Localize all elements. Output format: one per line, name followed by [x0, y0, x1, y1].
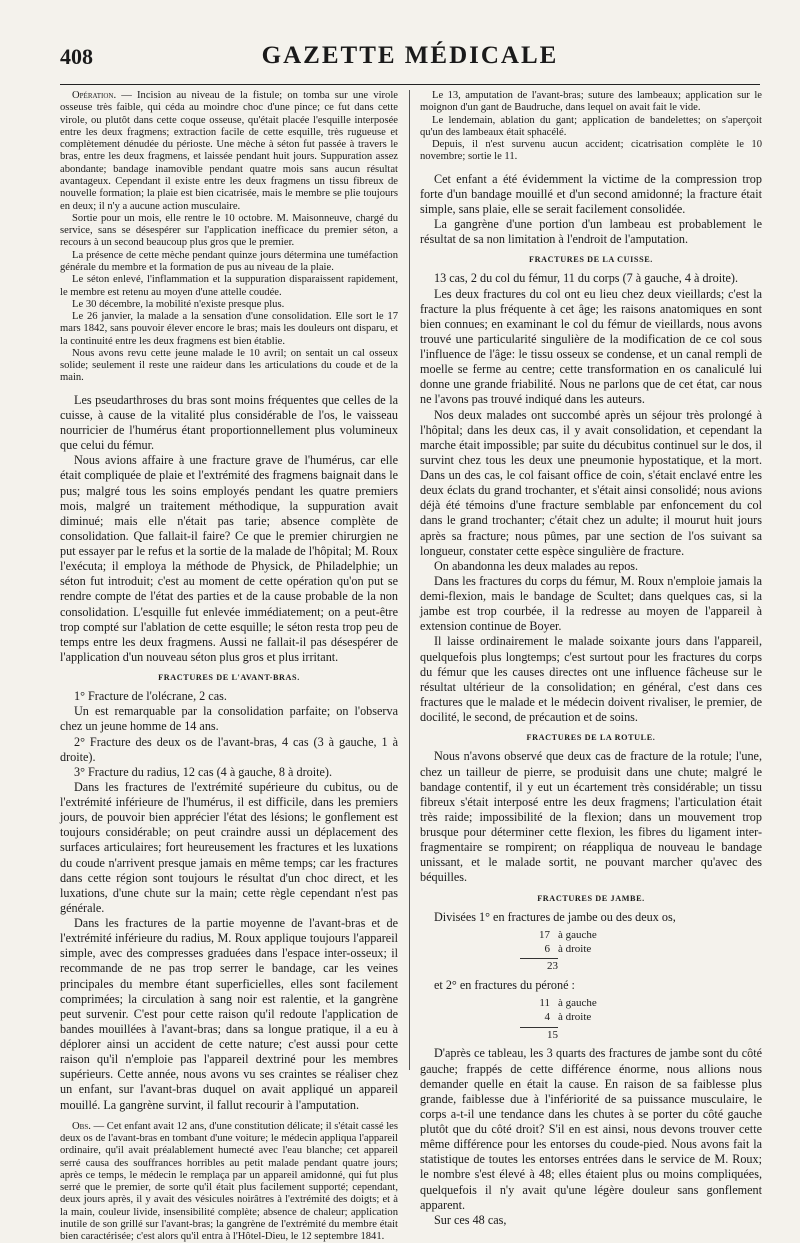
paragraph: 3° Fracture du radius, 12 cas (4 à gauche, 8 à droite). [74, 764, 333, 779]
paragraph: Sortie pour un mois, elle rentre le 10 octobre. M. Maisonneuve, chargé du service, sans se désespérer sur l'application inefficace du premier séton, a recours à un second beaucoup plus gros que le premier. [60, 212, 398, 249]
observation-paragraph [60, 1121, 398, 1243]
paragraph: Sur ces 48 cas, [434, 1212, 507, 1227]
tally-value: 17 [539, 928, 550, 941]
paragraph: Le 13, amputation de l'avant-bras; suture des lambeaux; application sur le moignon d'un gant de Baudruche, dans lequel on avait fait le vide. [420, 90, 762, 114]
tally-table-perone [520, 997, 640, 1042]
right-column [420, 90, 762, 1227]
header-rule [60, 84, 760, 85]
spacer [60, 385, 398, 393]
page-number: 408 [60, 44, 93, 69]
paragraph: 13 cas, 2 du col du fémur, 11 du corps (7 à gauche, 4 à droite). [434, 271, 738, 286]
paragraph: Nos deux malades ont succombé après un séjour très prolongé à l'hôpital; dans les deux cas, il y avait consolidation, et cependant la marche était impossible; par suite du décubitus continuel sur le dos, il survint chez tous les deux une pneumonie hypostatique, et la mort. Dans un des cas, le col faisant office de coin, s'était enclavé entre les deux éclats du grand trochanter, et s'était ainsi consolidé; nous avions déjà été témoins d'une fracture semblable par enfoncement du col dans le grand trochanter; c'était chez un adulte; il mourut huit jours après sa fracture; nous pûmes, par une section de l'os suivant sa longueur, constater cette espèce singulière de fracture. [420, 407, 762, 558]
paragraph: et 2° en fractures du péroné : [434, 978, 575, 993]
paragraph: La présence de cette mèche pendant quinze jours détermina une tuméfaction générale du membre et la formation de pus au niveau de la plaie. [60, 249, 398, 273]
observation-text: — Cet enfant avait 12 ans, d'une constitution délicate; il s'était cassé les deux os de l'avant-bras en tombant d'une voiture; le médecin appliqua l'appareil ordinaire, qu'il avait préalablement humecté avec l'eau blanche; cet appareil serré causa des souffrances horribles au petit malade pendant quatre jours; après ce temps, le médecin le remplaça par un appareil amidonné, qui fut plus serré que le premier, de sorte qu'il était plus facilement supporté; cependant, deux jours après, il y avait des vésicules noirâtres à l'extrémité des doigts; et à la main, couleur livide, insensibilité complète; absence de chaleur; application inutile de son grillé sur l'avant-bras; la gangrène de l'extrémité du membre était bien caractérisée; c'est alors qu'il entra à l'Hôtel-Dieu, le 12 septembre 1841. [60, 1120, 398, 1243]
tally-label: à gauche [558, 928, 597, 941]
section-heading-avant-bras: FRACTURES DE L'AVANT-BRAS. [158, 673, 300, 682]
operation-paragraph [60, 90, 398, 213]
tally-label: à droite [558, 1010, 592, 1023]
paragraph: Nous avons revu cette jeune malade le 10 avril; on sentait un cal osseux solide; seulement il reste une raideur dans les articulations du coude et de la main. [60, 347, 398, 384]
section-heading-jambe: FRACTURES DE JAMBE. [537, 893, 645, 903]
column-divider [409, 90, 410, 1070]
main-text [420, 172, 762, 1228]
spacer [60, 1113, 398, 1121]
paragraph: On abandonna les deux malades au repos. [434, 558, 639, 573]
tally-table-jambe [520, 929, 640, 974]
spacer [420, 164, 762, 172]
paragraph: Un est remarquable par la consolidation parfaite; on l'observa chez un jeune homme de 14 ans. [60, 704, 398, 734]
tally-label: à droite [558, 942, 592, 955]
paragraph: Le séton enlevé, l'inflammation et la suppuration disparaissent rapidement, le membre est retenu au moyen d'une attelle coudée. [60, 274, 398, 298]
tally-value: 4 [544, 1010, 550, 1023]
paragraph: Dans les fractures de l'extrémité supérieure du cubitus, ou de l'extrémité inférieure de l'humérus, il est difficile, dans les premiers jours, de pouvoir bien apprécier l'état des lésions; le gonflement est toujours considérable; on peut craindre aussi un déplacement des surfaces articulaires; fort heureusement les fractures et les luxations du coude n'arrivent presque jamais en même temps; car les fractures dans cette région sont toujours le résultat d'un choc direct, et les luxations, d'une chute sur la main; cette règle cependant n'est pas générale. [60, 779, 398, 915]
paragraph: Le 30 décembre, la mobilité n'existe presque plus. [72, 298, 285, 310]
section-heading-rotule: FRACTURES DE LA ROTULE. [526, 733, 656, 743]
operation-text: — Incision au niveau de la fistule; on tomba sur une virole osseuse très faible, qui céda au moindre choc d'une pince; ce fut dans cette virole, ou plutôt dans cette coque osseuse, qu'était placée l'esquille interposée entre les deux fragmens; extraction facile de cette esquille, très rugueuse et complètement dénudée du périoste. Une mèche à séton fut passée à travers le bras, entre les deux fragmens, et laissée pendant huit jours. Suppuration assez abondante; bandage inamovible pendant quatre mois sans aucun résultat avantageux. Cependant il existe entre les deux fragmens un tissu fibreux de nouvelle formation; la plaie est bien cicatrisée, mais le membre se plie toujours en deux; il n'y a aucune action musculaire. [60, 90, 398, 212]
case-notes-small-print [60, 90, 398, 385]
tally-label: à gauche [558, 997, 597, 1010]
paragraph: Divisées 1° en fractures de jambe ou des deux os, [434, 909, 676, 924]
paragraph: Il laisse ordinairement le malade soixante jours dans l'appareil, quelquefois plus longtemps; c'est surtout pour les fractures du corps du fémur que les causes directes ont une influence fâcheuse sur le résultat ultérieur de la consolidation; en général, c'est dans ces fractures que le malade et le médecin doivent rivaliser, le premier, de docilité, le second, de précaution et de soins. [420, 634, 762, 725]
section-heading-cuisse: FRACTURES DE LA CUISSE. [529, 255, 653, 265]
paragraph: 1° Fracture de l'olécrane, 2 cas. [74, 689, 227, 704]
paragraph: Le 26 janvier, la malade a la sensation d'une consolidation. Elle sort le 17 mars 1842, sans pouvoir élever encore le bras; mais les douleurs ont disparu, et la continuité entre les deux fragmens est bien établie. [60, 311, 398, 347]
paragraph: D'après ce tableau, les 3 quarts des fractures de jambe sont du côté gauche; frappés de cette différence énorme, nous allions nous demander quelle en était la cause. En raison de sa faiblesse plus grande, faiblesse due à l'infériorité de sa puissance musculaire, le corps a-t-il une tendance dans les chutes à se porter du côté gauche plutôt que du côté droit? S'il en est ainsi, nous devons trouver cette même différence pour les entorses du coude-pied. Nous avons fait la statistique de toutes les entorses entrées dans le service de M. Roux; le nombre s'est élevé à 48; elles étaient plus ou moins compliquées, quelquefois il n'y avait qu'une légère douleur sans gonflement apparent. [420, 1046, 762, 1212]
paragraph: Cet enfant a été évidemment la victime de la compression trop forte d'un bandage mouillé et d'un second amidonné; la fracture était simple, sans plaie, elle se serait facilement consolidée. [420, 171, 762, 216]
paragraph: La gangrène d'une portion d'un lambeau est probablement le résultat de sa non limitation à l'endroit de l'amputation. [420, 217, 762, 247]
paragraph: Dans les fractures de la partie moyenne de l'avant-bras et de l'extrémité inférieure du radius, M. Roux applique toujours l'appareil simple, avec des compresses graduées dans l'espace inter-osseux; il recommande de ne pas trop serrer le bandage, car les veines principales du membre étant superficielles, elles sont facilement comprimées; la circulation à sang noir est ralentie, et la gangrène peut survenir. C'est pour cette raison qu'il redoute l'application de bandes mouillées à l'avant-bras; dans sa longue pratique, il a eu à déplorer ainsi un accident de cette nature; c'est aussi pour cette raison qu'il n'emploie pas l'appareil dextriné pour les membres supérieurs. Cette année, nous avons vu ses craintes se réaliser chez un enfant, sur l'avant-bras duquel on avait appliqué un appareil mouillé. La gangrène survint, il fallut recourir à l'amputation. [60, 916, 398, 1112]
paragraph: Nous n'avons observé que deux cas de fracture de la rotule; l'une, chez un tailleur de pierre, se produisit dans une chute; malgré le bandage contentif, il y eut un écartement très considérable; un tissu fibreux s'était interposé entre les deux fragmens; l'articulation était très raide; impossibilité de la flexion; dans un mouvement trop brusque pour déterminer cette flexion, les fibres du ligament inter-fragmentaire se rompirent; on réappliqua de nouveau le bandage unissant, et le malade sortit, ne pouvant marcher qu'avec des béquilles. [420, 749, 762, 885]
tally-value: 6 [544, 942, 550, 955]
paragraph: Les deux fractures du col ont eu lieu chez deux vieillards; c'est la fracture la plus fréquente à cet âge; les raisons anatomiques en sont bien connues; en examinant le col du fémur de vieillards, nous avons trouvé une particularité singulière de la modification de ce col sous l'influence de l'âge: le tissu osseux se condense, et un canal rempli de moelle se ferme au centre; cette transformation en os canaliculé lui donne une grande friabilité. Nous ne parlons que de cet état, car nous ne l'avons pas trouvé indiqué dans les auteurs. [420, 286, 762, 407]
paragraph: Dans les fractures du corps du fémur, M. Roux n'emploie jamais la demi-flexion, mais le bandage de Scultet; dans quelques cas, si la jambe est trop courbée, il la redresse au moyen de l'appareil à extension continue de Boyer. [420, 573, 762, 634]
main-text [60, 393, 398, 1113]
paragraph: Le lendemain, ablation du gant; application de bandelettes; on s'aperçoit qu'un des lambeaux était sphacélé. [420, 114, 762, 138]
page-header [60, 38, 760, 72]
paragraph: Les pseudarthroses du bras sont moins fréquentes que celles de la cuisse, à cause de la vitalité plus considérable de l'os, le vaisseau nourricier de l'humérus étant proportionnellement plus volumineux que celui du fémur. [60, 392, 398, 453]
operation-label: Opération. [72, 90, 117, 101]
tally-total: 15 [520, 1027, 558, 1043]
paragraph: 2° Fracture des deux os de l'avant-bras, 4 cas (3 à gauche, 1 à droite). [60, 734, 398, 764]
paragraph: Nous avions affaire à une fracture grave de l'humérus, car elle était compliquée de plaie et l'extrémité des fragmens baignait dans le pus; malgré tous les soins employés pendant les quatre premiers mois, malgré un traitement méthodique, la suppuration avait diminué; mais elle n'était pas tarie; absence complète de consolidation. Que fallait-il faire? Ce que le premier chirurgien ne put essayer par le refus et la sortie de la malade de l'hôpital; M. Roux l'exécuta; il employa la méthode de Physick, de Philadelphie; un séton fut introduit; c'est au moment de cette opération qu'on put se rendre compte de l'état des parties et de la cause probable de la non consolidation. L'esquille fut enlevée immédiatement; on a peut-être trop compté sur l'ablation de cette esquille; le séton resta trop peu de temps entre les deux fragmens. Aussi ne fallait-il pas désespérer de l'application d'un nouveau séton plus gros et plus irritant. [60, 453, 398, 664]
observation-small-print [60, 1121, 398, 1243]
left-column [60, 90, 398, 1243]
observation-label: Obs. [72, 1120, 91, 1132]
journal-title: GAZETTE MÉDICALE [261, 42, 559, 69]
tally-value: 11 [539, 997, 550, 1010]
paragraph: Depuis, il n'est survenu aucun accident; cicatrisation complète le 10 novembre; sortie le 11. [420, 139, 762, 163]
tally-total: 23 [520, 958, 558, 974]
case-followup-small-print [420, 90, 762, 164]
